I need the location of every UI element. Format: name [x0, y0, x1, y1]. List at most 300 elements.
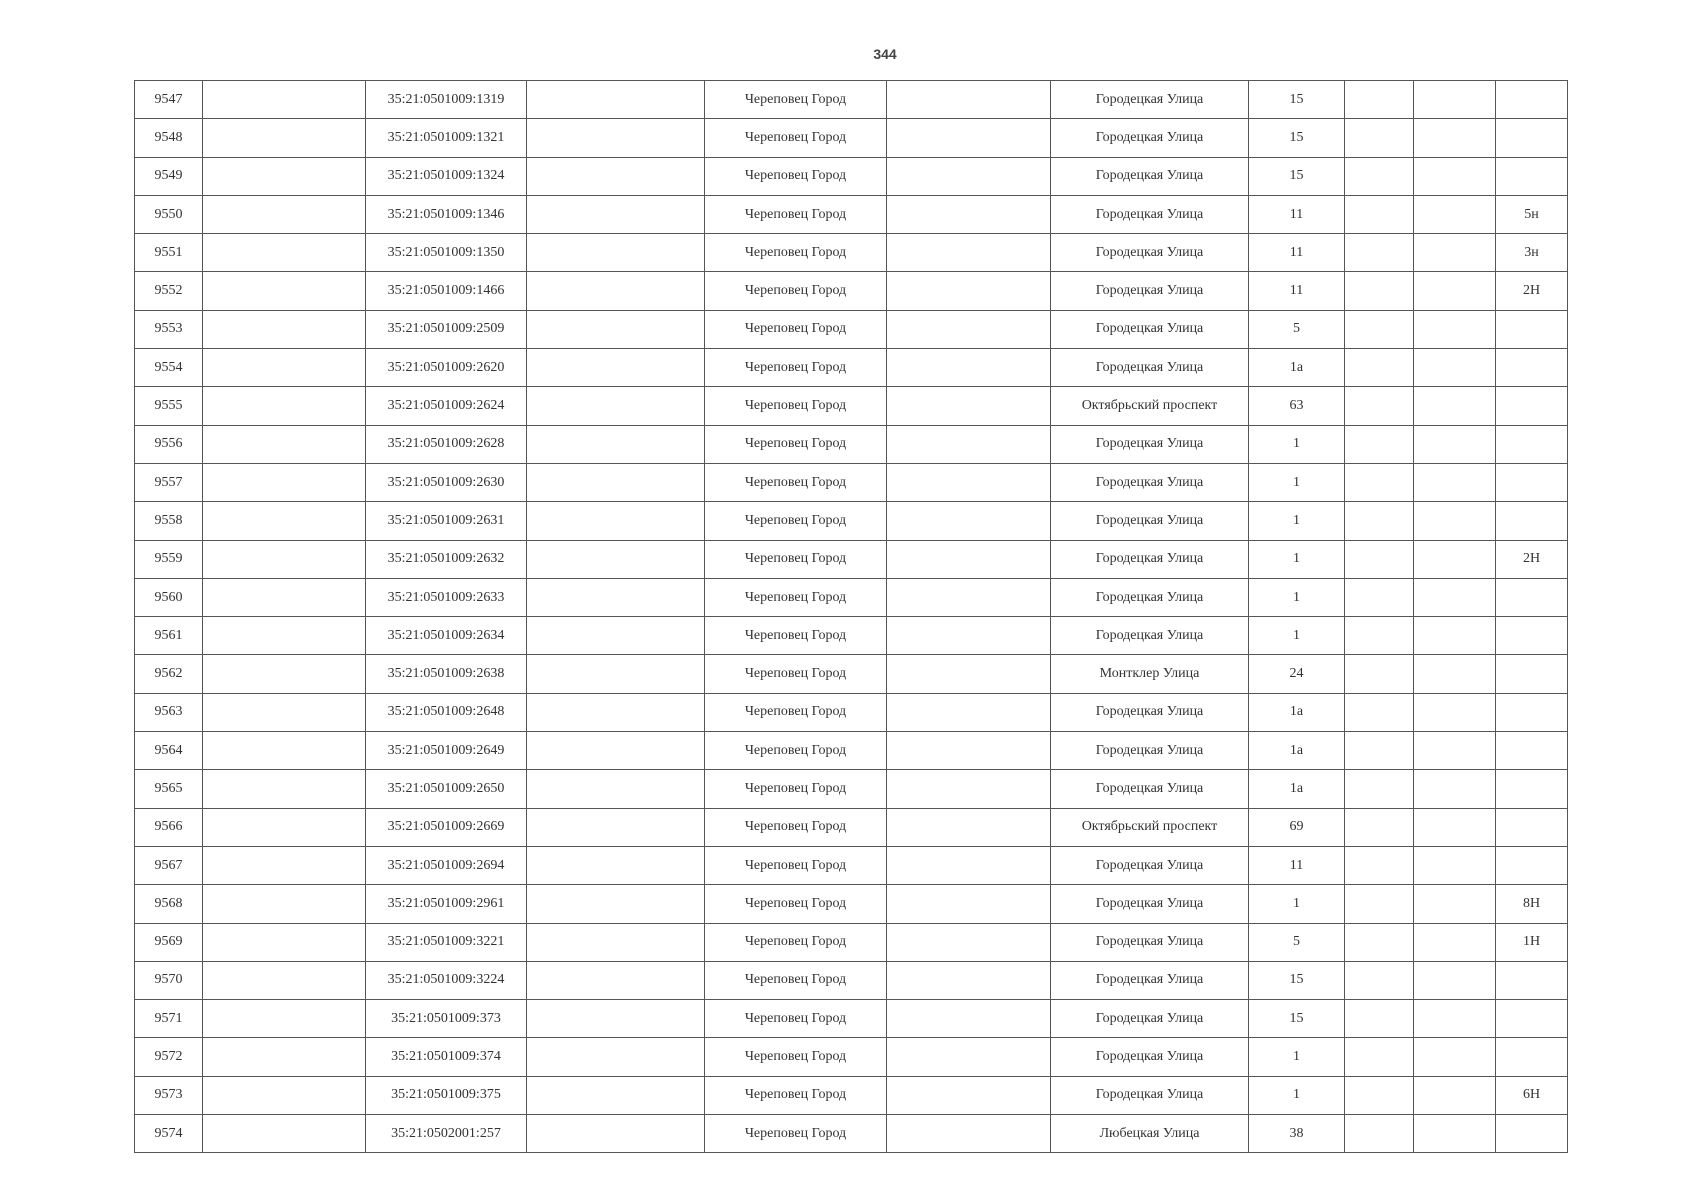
empty-cell [203, 1000, 366, 1038]
cadastral-number-cell: 35:21:0501009:2634 [366, 617, 527, 655]
table-row [135, 923, 1568, 961]
settlement-cell: Череповец Город [705, 195, 887, 233]
empty-cell [1345, 732, 1414, 770]
empty-cell [527, 732, 705, 770]
empty-cell [203, 349, 366, 387]
table-row [135, 387, 1568, 425]
empty-cell [1414, 655, 1496, 693]
empty-cell [1345, 463, 1414, 501]
settlement-cell: Череповец Город [705, 387, 887, 425]
table-row [135, 885, 1568, 923]
table-row [135, 425, 1568, 463]
settlement-cell: Череповец Город [705, 425, 887, 463]
premise-cell [1496, 770, 1568, 808]
table-row [135, 310, 1568, 348]
empty-cell [203, 655, 366, 693]
empty-cell [203, 502, 366, 540]
house-number-cell: 24 [1249, 655, 1345, 693]
premise-cell: 3н [1496, 234, 1568, 272]
house-number-cell: 1а [1249, 770, 1345, 808]
empty-cell [1414, 234, 1496, 272]
empty-cell [1414, 349, 1496, 387]
street-cell: Городецкая Улица [1051, 732, 1249, 770]
cadastral-number-cell: 35:21:0501009:2620 [366, 349, 527, 387]
premise-cell: 2Н [1496, 272, 1568, 310]
empty-cell [527, 540, 705, 578]
settlement-cell: Череповец Город [705, 578, 887, 616]
empty-cell [527, 1076, 705, 1114]
house-number-cell: 5 [1249, 923, 1345, 961]
empty-cell [203, 81, 366, 119]
empty-cell [1414, 81, 1496, 119]
empty-cell [1345, 808, 1414, 846]
street-cell: Городецкая Улица [1051, 272, 1249, 310]
empty-cell [1345, 310, 1414, 348]
street-cell: Городецкая Улица [1051, 425, 1249, 463]
premise-cell [1496, 617, 1568, 655]
settlement-cell: Череповец Город [705, 502, 887, 540]
settlement-cell: Череповец Город [705, 1038, 887, 1076]
empty-cell [527, 387, 705, 425]
table-row [135, 1038, 1568, 1076]
empty-cell [887, 349, 1051, 387]
empty-cell [1345, 119, 1414, 157]
empty-cell [1345, 961, 1414, 999]
empty-cell [887, 885, 1051, 923]
empty-cell [887, 387, 1051, 425]
empty-cell [527, 502, 705, 540]
empty-cell [1345, 425, 1414, 463]
cadastral-number-cell: 35:21:0501009:2633 [366, 578, 527, 616]
premise-cell: 5н [1496, 195, 1568, 233]
street-cell: Монтклер Улица [1051, 655, 1249, 693]
table-row [135, 119, 1568, 157]
premise-cell [1496, 808, 1568, 846]
cadastral-number-cell: 35:21:0501009:2624 [366, 387, 527, 425]
empty-cell [527, 578, 705, 616]
empty-cell [887, 540, 1051, 578]
empty-cell [1414, 157, 1496, 195]
cadastral-number-cell: 35:21:0501009:2650 [366, 770, 527, 808]
premise-cell [1496, 463, 1568, 501]
settlement-cell: Череповец Город [705, 1115, 887, 1153]
house-number-cell: 1 [1249, 578, 1345, 616]
street-cell: Городецкая Улица [1051, 502, 1249, 540]
row-number-cell: 9568 [135, 885, 203, 923]
house-number-cell: 1а [1249, 349, 1345, 387]
row-number-cell: 9570 [135, 961, 203, 999]
empty-cell [1414, 961, 1496, 999]
page-number: 344 [873, 46, 897, 62]
empty-cell [1414, 693, 1496, 731]
empty-cell [1414, 846, 1496, 884]
table-row [135, 349, 1568, 387]
empty-cell [1345, 502, 1414, 540]
cadastral-number-cell: 35:21:0501009:2630 [366, 463, 527, 501]
table-row [135, 272, 1568, 310]
empty-cell [527, 310, 705, 348]
settlement-cell: Череповец Город [705, 310, 887, 348]
empty-cell [887, 157, 1051, 195]
table-row [135, 540, 1568, 578]
row-number-cell: 9551 [135, 234, 203, 272]
street-cell: Октябрьский проспект [1051, 808, 1249, 846]
empty-cell [203, 310, 366, 348]
empty-cell [1345, 770, 1414, 808]
settlement-cell: Череповец Город [705, 732, 887, 770]
premise-cell: 6Н [1496, 1076, 1568, 1114]
row-number-cell: 9549 [135, 157, 203, 195]
premise-cell [1496, 157, 1568, 195]
empty-cell [1345, 655, 1414, 693]
house-number-cell: 1 [1249, 885, 1345, 923]
house-number-cell: 1 [1249, 617, 1345, 655]
settlement-cell: Череповец Город [705, 272, 887, 310]
row-number-cell: 9554 [135, 349, 203, 387]
premise-cell [1496, 502, 1568, 540]
street-cell: Городецкая Улица [1051, 540, 1249, 578]
row-number-cell: 9553 [135, 310, 203, 348]
empty-cell [887, 502, 1051, 540]
table-row [135, 617, 1568, 655]
empty-cell [887, 655, 1051, 693]
premise-cell [1496, 1038, 1568, 1076]
empty-cell [887, 425, 1051, 463]
street-cell: Городецкая Улица [1051, 119, 1249, 157]
empty-cell [1345, 349, 1414, 387]
empty-cell [1345, 693, 1414, 731]
empty-cell [1345, 1115, 1414, 1153]
empty-cell [1414, 195, 1496, 233]
empty-cell [527, 157, 705, 195]
empty-cell [527, 463, 705, 501]
house-number-cell: 1а [1249, 693, 1345, 731]
settlement-cell: Череповец Город [705, 349, 887, 387]
empty-cell [203, 387, 366, 425]
table-row [135, 502, 1568, 540]
empty-cell [203, 1076, 366, 1114]
cadastral-number-cell: 35:21:0501009:2649 [366, 732, 527, 770]
empty-cell [887, 961, 1051, 999]
house-number-cell: 1 [1249, 1038, 1345, 1076]
premise-cell: 2Н [1496, 540, 1568, 578]
table-row [135, 732, 1568, 770]
cadastral-number-cell: 35:21:0501009:2632 [366, 540, 527, 578]
row-number-cell: 9564 [135, 732, 203, 770]
street-cell: Городецкая Улица [1051, 349, 1249, 387]
empty-cell [203, 923, 366, 961]
row-number-cell: 9548 [135, 119, 203, 157]
empty-cell [1345, 272, 1414, 310]
house-number-cell: 63 [1249, 387, 1345, 425]
row-number-cell: 9557 [135, 463, 203, 501]
cadastral-number-cell: 35:21:0501009:1346 [366, 195, 527, 233]
empty-cell [527, 808, 705, 846]
empty-cell [1414, 425, 1496, 463]
empty-cell [1345, 578, 1414, 616]
empty-cell [203, 578, 366, 616]
empty-cell [887, 923, 1051, 961]
empty-cell [527, 1038, 705, 1076]
empty-cell [1414, 617, 1496, 655]
empty-cell [203, 1115, 366, 1153]
street-cell: Городецкая Улица [1051, 578, 1249, 616]
empty-cell [203, 195, 366, 233]
street-cell: Городецкая Улица [1051, 81, 1249, 119]
empty-cell [527, 885, 705, 923]
settlement-cell: Череповец Город [705, 1000, 887, 1038]
street-cell: Городецкая Улица [1051, 1076, 1249, 1114]
street-cell: Городецкая Улица [1051, 693, 1249, 731]
house-number-cell: 69 [1249, 808, 1345, 846]
table-row [135, 1115, 1568, 1153]
row-number-cell: 9567 [135, 846, 203, 884]
empty-cell [887, 119, 1051, 157]
house-number-cell: 11 [1249, 846, 1345, 884]
street-cell: Городецкая Улица [1051, 961, 1249, 999]
house-number-cell: 15 [1249, 157, 1345, 195]
settlement-cell: Череповец Город [705, 655, 887, 693]
empty-cell [1414, 1000, 1496, 1038]
table-row [135, 693, 1568, 731]
empty-cell [203, 463, 366, 501]
settlement-cell: Череповец Город [705, 923, 887, 961]
premise-cell [1496, 310, 1568, 348]
row-number-cell: 9573 [135, 1076, 203, 1114]
empty-cell [1345, 1076, 1414, 1114]
empty-cell [203, 272, 366, 310]
empty-cell [887, 617, 1051, 655]
cadastral-number-cell: 35:21:0501009:2961 [366, 885, 527, 923]
cadastral-number-cell: 35:21:0501009:374 [366, 1038, 527, 1076]
empty-cell [527, 846, 705, 884]
premise-cell [1496, 693, 1568, 731]
house-number-cell: 11 [1249, 195, 1345, 233]
row-number-cell: 9550 [135, 195, 203, 233]
cadastral-number-cell: 35:21:0501009:2648 [366, 693, 527, 731]
street-cell: Городецкая Улица [1051, 463, 1249, 501]
table-row [135, 1000, 1568, 1038]
house-number-cell: 15 [1249, 119, 1345, 157]
row-number-cell: 9574 [135, 1115, 203, 1153]
empty-cell [887, 234, 1051, 272]
street-cell: Городецкая Улица [1051, 923, 1249, 961]
empty-cell [1345, 1038, 1414, 1076]
house-number-cell: 38 [1249, 1115, 1345, 1153]
house-number-cell: 15 [1249, 81, 1345, 119]
row-number-cell: 9558 [135, 502, 203, 540]
empty-cell [1414, 463, 1496, 501]
empty-cell [203, 1038, 366, 1076]
empty-cell [203, 732, 366, 770]
empty-cell [1414, 808, 1496, 846]
cadastral-number-cell: 35:21:0501009:1321 [366, 119, 527, 157]
row-number-cell: 9563 [135, 693, 203, 731]
row-number-cell: 9560 [135, 578, 203, 616]
premise-cell [1496, 846, 1568, 884]
empty-cell [1345, 1000, 1414, 1038]
empty-cell [1414, 923, 1496, 961]
empty-cell [527, 1115, 705, 1153]
empty-cell [887, 1115, 1051, 1153]
empty-cell [203, 119, 366, 157]
street-cell: Городецкая Улица [1051, 1038, 1249, 1076]
cadastral-number-cell: 35:21:0501009:1466 [366, 272, 527, 310]
empty-cell [527, 617, 705, 655]
row-number-cell: 9566 [135, 808, 203, 846]
row-number-cell: 9552 [135, 272, 203, 310]
empty-cell [1414, 272, 1496, 310]
premise-cell [1496, 1000, 1568, 1038]
empty-cell [527, 770, 705, 808]
cadastral-number-cell: 35:21:0501009:2628 [366, 425, 527, 463]
empty-cell [1345, 195, 1414, 233]
empty-cell [887, 1076, 1051, 1114]
empty-cell [527, 81, 705, 119]
house-number-cell: 1 [1249, 502, 1345, 540]
empty-cell [527, 272, 705, 310]
empty-cell [1345, 885, 1414, 923]
settlement-cell: Череповец Город [705, 234, 887, 272]
cadastral-number-cell: 35:21:0501009:3221 [366, 923, 527, 961]
premise-cell: 8Н [1496, 885, 1568, 923]
house-number-cell: 15 [1249, 961, 1345, 999]
empty-cell [887, 1038, 1051, 1076]
premise-cell [1496, 81, 1568, 119]
empty-cell [1414, 885, 1496, 923]
empty-cell [203, 617, 366, 655]
empty-cell [203, 693, 366, 731]
empty-cell [1345, 846, 1414, 884]
empty-cell [203, 234, 366, 272]
cadastral-number-cell: 35:21:0501009:2638 [366, 655, 527, 693]
row-number-cell: 9562 [135, 655, 203, 693]
empty-cell [1345, 923, 1414, 961]
street-cell: Октябрьский проспект [1051, 387, 1249, 425]
row-number-cell: 9569 [135, 923, 203, 961]
empty-cell [1345, 81, 1414, 119]
empty-cell [527, 349, 705, 387]
house-number-cell: 15 [1249, 1000, 1345, 1038]
cadastral-number-cell: 35:21:0501009:3224 [366, 961, 527, 999]
table-row [135, 961, 1568, 999]
street-cell: Городецкая Улица [1051, 234, 1249, 272]
empty-cell [1345, 387, 1414, 425]
empty-cell [1414, 732, 1496, 770]
table-row [135, 81, 1568, 119]
street-cell: Городецкая Улица [1051, 1000, 1249, 1038]
settlement-cell: Череповец Город [705, 157, 887, 195]
empty-cell [527, 693, 705, 731]
settlement-cell: Череповец Город [705, 463, 887, 501]
empty-cell [887, 732, 1051, 770]
settlement-cell: Череповец Город [705, 885, 887, 923]
street-cell: Городецкая Улица [1051, 770, 1249, 808]
premise-cell [1496, 655, 1568, 693]
empty-cell [1414, 540, 1496, 578]
cadastral-number-cell: 35:21:0501009:2694 [366, 846, 527, 884]
cadastral-number-cell: 35:21:0501009:2669 [366, 808, 527, 846]
cadastral-number-cell: 35:21:0501009:2631 [366, 502, 527, 540]
empty-cell [527, 961, 705, 999]
settlement-cell: Череповец Город [705, 693, 887, 731]
settlement-cell: Череповец Город [705, 808, 887, 846]
empty-cell [527, 923, 705, 961]
settlement-cell: Череповец Город [705, 1076, 887, 1114]
empty-cell [527, 119, 705, 157]
table-row [135, 846, 1568, 884]
house-number-cell: 11 [1249, 234, 1345, 272]
table-row [135, 1076, 1568, 1114]
empty-cell [1414, 1076, 1496, 1114]
settlement-cell: Череповец Город [705, 846, 887, 884]
empty-cell [1345, 157, 1414, 195]
table-row [135, 808, 1568, 846]
cadastral-number-cell: 35:21:0501009:375 [366, 1076, 527, 1114]
street-cell: Городецкая Улица [1051, 310, 1249, 348]
empty-cell [527, 1000, 705, 1038]
empty-cell [1414, 1115, 1496, 1153]
house-number-cell: 1 [1249, 463, 1345, 501]
empty-cell [1414, 578, 1496, 616]
house-number-cell: 11 [1249, 272, 1345, 310]
empty-cell [887, 1000, 1051, 1038]
settlement-cell: Череповец Город [705, 119, 887, 157]
table-row [135, 770, 1568, 808]
registry-body [135, 81, 1568, 1153]
empty-cell [527, 195, 705, 233]
empty-cell [1414, 119, 1496, 157]
premise-cell [1496, 387, 1568, 425]
empty-cell [1345, 617, 1414, 655]
street-cell: Городецкая Улица [1051, 617, 1249, 655]
row-number-cell: 9565 [135, 770, 203, 808]
premise-cell [1496, 961, 1568, 999]
table-row [135, 655, 1568, 693]
settlement-cell: Череповец Город [705, 81, 887, 119]
street-cell: Городецкая Улица [1051, 885, 1249, 923]
empty-cell [203, 157, 366, 195]
empty-cell [203, 540, 366, 578]
row-number-cell: 9555 [135, 387, 203, 425]
street-cell: Любецкая Улица [1051, 1115, 1249, 1153]
table-row [135, 463, 1568, 501]
empty-cell [203, 770, 366, 808]
empty-cell [887, 770, 1051, 808]
empty-cell [887, 272, 1051, 310]
empty-cell [887, 808, 1051, 846]
row-number-cell: 9572 [135, 1038, 203, 1076]
premise-cell [1496, 425, 1568, 463]
table-row [135, 234, 1568, 272]
premise-cell: 1Н [1496, 923, 1568, 961]
empty-cell [887, 846, 1051, 884]
empty-cell [1414, 310, 1496, 348]
registry-table [134, 80, 1568, 1153]
premise-cell [1496, 1115, 1568, 1153]
cadastral-number-cell: 35:21:0501009:2509 [366, 310, 527, 348]
empty-cell [887, 81, 1051, 119]
premise-cell [1496, 578, 1568, 616]
empty-cell [527, 425, 705, 463]
house-number-cell: 1 [1249, 540, 1345, 578]
premise-cell [1496, 732, 1568, 770]
street-cell: Городецкая Улица [1051, 157, 1249, 195]
house-number-cell: 1 [1249, 1076, 1345, 1114]
empty-cell [1414, 770, 1496, 808]
empty-cell [1345, 234, 1414, 272]
empty-cell [527, 234, 705, 272]
